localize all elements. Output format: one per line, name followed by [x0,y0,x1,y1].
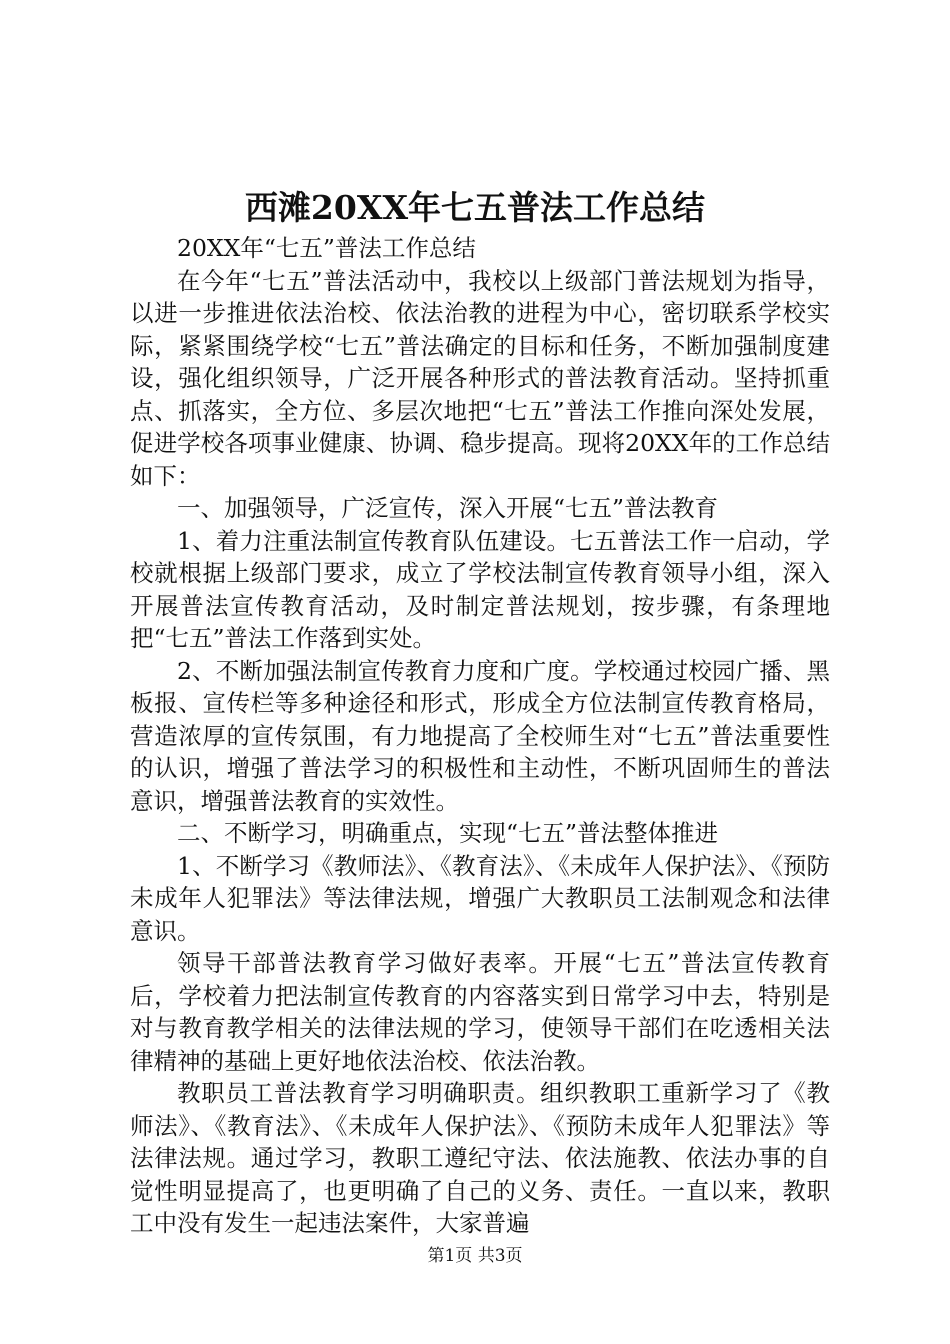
section-heading-2: 二、不断学习，明确重点，实现“七五”普法整体推进 [177,819,719,847]
paragraph-staff: 教职员工普法教育学习明确职责。组织教职工重新学习了《教师法》、《教育法》、《未成年人保护法》、《预防未成年人犯罪法》等法律法规。通过学习，教职工遵纪守法、依法施教、依法办事的自觉性明显提高了，也更明确了自己的义务、责任。一直以来，教职工中没有发生一起违法案件，大家普遍 [130,1079,830,1237]
paragraph-leaders: 领导干部普法教育学习做好表率。开展“七五”普法宣传教育后，学校着力把法制宣传教育的内容落实到日常学习中去，特别是对与教育教学相关的法律法规的学习，使领导干部们在吃透相关法律精神的基础上更好地依法治校、依法治教。 [130,949,830,1075]
document-title: 西滩20XX年七五普法工作总结 [244,188,706,227]
section-heading-1: 一、加强领导，广泛宣传，深入开展“七五”普法教育 [177,494,719,522]
paragraph-subtitle: 20XX年“七五”普法工作总结 [177,234,476,262]
paragraph-1-2: 2、不断加强法制宣传教育力度和广度。学校通过校园广播、黑板报、宣传栏等多种途径和形式，形成全方位法制宣传教育格局，营造浓厚的宣传氛围，有力地提高了全校师生对“七五”普法重要性的认识，增强了普法学习的积极性和主动性，不断巩固师生的普法意识，增强普法教育的实效性。 [130,656,830,815]
document-body [130,232,830,1240]
paragraph-1-1: 1、着力注重法制宣传教育队伍建设。七五普法工作一启动，学校就根据上级部门要求，成立了学校法制宣传教育领导小组，深入开展普法宣传教育活动，及时制定普法规划，按步骤，有条理地把“七五”普法工作落到实处。 [130,526,830,652]
page-footer: 第1页 共3页 [427,1246,523,1266]
paragraph-intro: 在今年“七五”普法活动中，我校以上级部门普法规划为指导，以进一步推进依法治校、依法治教的进程为中心，密切联系学校实际，紧紧围绕学校“七五”普法确定的目标和任务，不断加强制度建设，强化组织领导，广泛开展各种形式的普法教育活动。坚持抓重点、抓落实，全方位、多层次地把“七五”普法工作推向深处发展，促进学校各项事业健康、协调、稳步提高。现将20XX年的工作总结如下： [130,266,830,490]
paragraph-2-1: 1、不断学习《教师法》、《教育法》、《未成年人保护法》、《预防未成年人犯罪法》等法律法规，增强广大教职员工法制观念和法律意识。 [130,851,830,945]
